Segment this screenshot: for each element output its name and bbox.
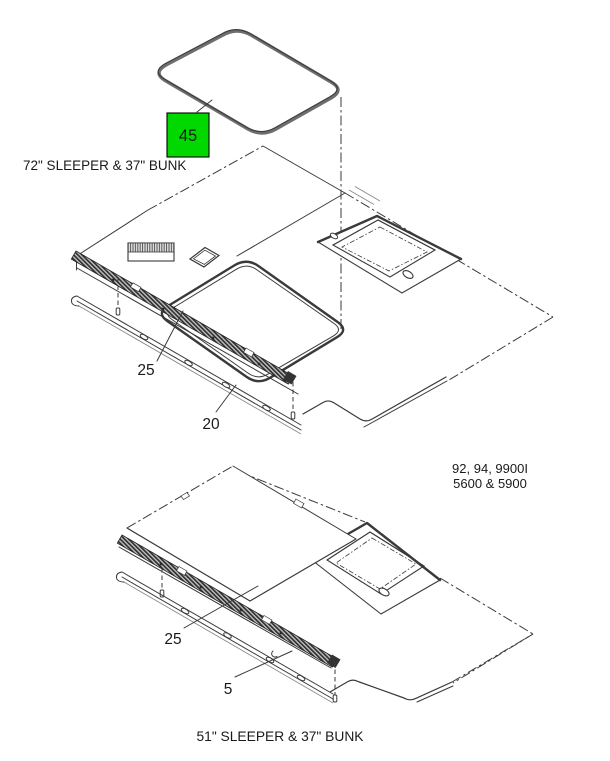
- floor-hidden-back-edge2: [440, 578, 533, 634]
- callout-45[interactable]: [167, 100, 212, 157]
- floor-front-step-edge: [330, 680, 452, 700]
- floor-front-hidden-edge: [452, 634, 533, 682]
- tread-plate: [71, 251, 296, 419]
- floor-back-right-edge: [263, 146, 345, 193]
- floor-front-thickness-line: [364, 381, 447, 427]
- callout-20-number[interactable]: 20: [202, 416, 220, 433]
- callout-45-number[interactable]: 45: [178, 127, 198, 145]
- callout-5[interactable]: [224, 651, 292, 698]
- alt-panel-extension-edge: [449, 317, 553, 380]
- step-plate: [128, 243, 174, 261]
- access-hatch-platform: [318, 216, 461, 293]
- model-note-line1: 92, 94, 9900I: [452, 461, 528, 476]
- mat-retainer-diamond: [190, 248, 219, 268]
- callout-25-top-number[interactable]: 25: [137, 362, 155, 379]
- top-diagram: [23, 30, 553, 434]
- callout-5-number[interactable]: 5: [223, 681, 233, 698]
- callout-25-top[interactable]: [137, 311, 183, 379]
- callout-20[interactable]: [202, 385, 236, 433]
- sill-clip: [272, 651, 277, 657]
- floor-panel-assembly-72: [71, 146, 553, 434]
- model-note: [452, 461, 528, 491]
- floor-front-step-edge: [303, 377, 446, 421]
- model-note-line2: 5600 & 5900: [453, 476, 527, 491]
- bottom-diagram-caption: 51" SLEEPER & 37" BUNK: [196, 729, 364, 744]
- top-diagram-caption: 72" SLEEPER & 37" BUNK: [23, 158, 187, 173]
- floor-step-double-line: [349, 187, 380, 205]
- callout-20-leader: [216, 385, 236, 412]
- callout-25-bottom-number[interactable]: 25: [164, 631, 182, 648]
- floor-front-thickness-line: [417, 686, 453, 702]
- bunk-floor-board: [127, 466, 356, 601]
- callout-5-leader: [235, 651, 292, 677]
- bottom-diagram: [116, 461, 533, 744]
- floor-panel-assembly-51: [116, 466, 533, 703]
